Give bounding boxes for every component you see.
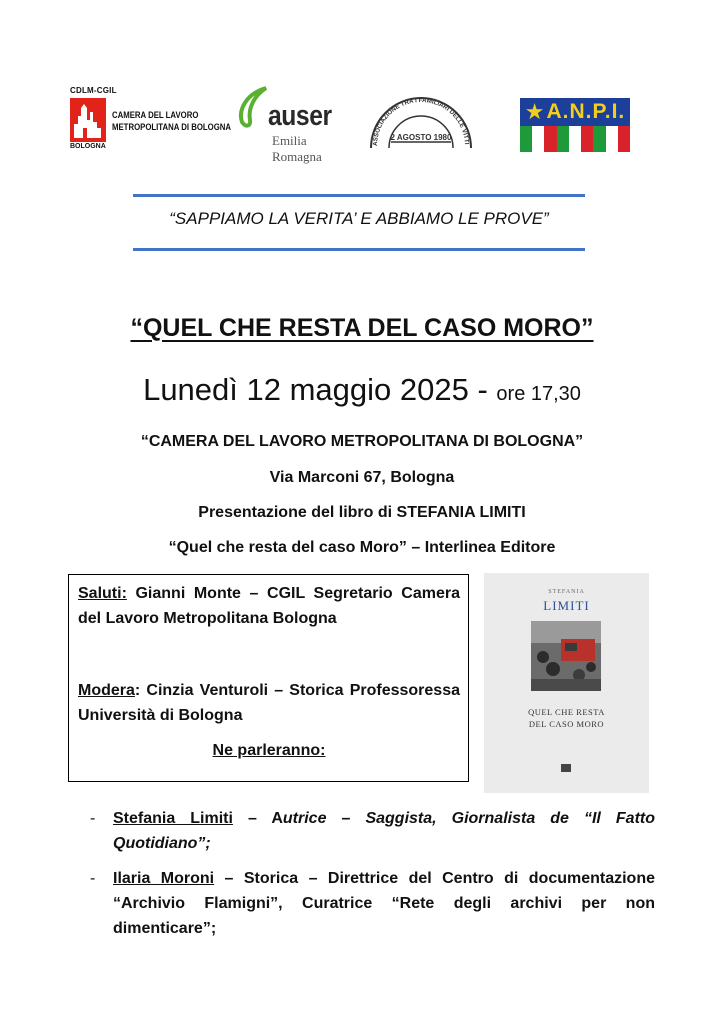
speaker-item <box>90 806 655 856</box>
cgil-logo-city: BOLOGNA <box>70 143 106 150</box>
venue: “CAMERA DEL LAVORO METROPOLITANA DI BOLOGNA” <box>140 433 584 450</box>
speaker-role-plain: – A <box>232 810 283 827</box>
page-title <box>0 314 724 343</box>
association-seal-ring-text: ASSOCIAZIONE TRA I FAMILIARI DELLE VITTI <box>371 96 470 147</box>
ne-parleranno <box>78 738 460 763</box>
book-cover-author-top: STEFANIA <box>548 589 585 595</box>
anpi-star-icon: ★ <box>524 99 545 124</box>
book-cover-title-line2: DEL CASO MORO <box>528 719 605 729</box>
cgil-logo-tag: CDLM-CGIL <box>70 86 117 95</box>
cgil-logo-line2: METROPOLITANA DI BOLOGNA <box>112 122 232 133</box>
saluti-paragraph <box>78 581 460 631</box>
cgil-logo <box>70 86 232 152</box>
modera-text: : Cinzia Venturoli – Storica Professoressa Università di Bologna <box>78 682 460 724</box>
speaker-role: utrice – Saggista, Giornalista de “Il Fatto Quotidiano”; <box>113 810 656 852</box>
cgil-logo-line1: CAMERA DEL LAVORO <box>112 110 199 121</box>
association-seal-date: 2 AGOSTO 1980 <box>390 133 452 142</box>
auser-logo-name: auser <box>268 100 332 132</box>
book-cover <box>484 573 649 793</box>
anpi-flag-stripes <box>520 126 630 152</box>
book-cover-author-name: LIMITI <box>543 598 590 613</box>
top-rule <box>133 194 585 197</box>
auser-swoosh-icon <box>236 86 272 132</box>
book-cover-title-line1: QUEL CHE RESTA <box>528 707 605 717</box>
slogan: “SAPPIAMO LA VERITA’ E ABBIAMO LE PROVE” <box>169 209 549 228</box>
cgil-building-icon <box>70 98 106 142</box>
publisher-logo-icon <box>561 764 571 772</box>
speaker-dash: - <box>90 870 96 887</box>
ne-parleranno-text: Ne parleranno: <box>212 742 326 759</box>
saluti-label: Saluti: <box>78 585 127 602</box>
cgil-logo-text <box>112 110 231 134</box>
speaker-name: Stefania Limiti <box>113 810 233 827</box>
program-box <box>68 574 469 782</box>
association-seal-icon <box>367 88 475 150</box>
address: Via Marconi 67, Bologna <box>269 469 455 486</box>
book-line: “Quel che resta del caso Moro” – Interlinea Editore <box>168 539 556 556</box>
anpi-logo-text: A.N.P.I. <box>546 100 626 123</box>
auser-logo <box>236 86 351 164</box>
page-title-text: “QUEL CHE RESTA DEL CASO MORO” <box>130 314 594 342</box>
speaker-role: – Storica – Direttrice del Centro di documentazione “Archivio Flamigni”, Curatrice “Rete degli archivi per non dimenticare”; <box>113 870 656 937</box>
modera-label: Modera <box>78 682 135 699</box>
speaker-item <box>90 866 655 941</box>
bottom-rule <box>133 248 585 251</box>
presentation: Presentazione del libro di STEFANIA LIMITI <box>198 504 526 521</box>
event-date <box>0 372 724 408</box>
auser-logo-region: Emilia Romagna <box>272 133 322 164</box>
saluti-text: Gianni Monte – CGIL Segretario Camera del Lavoro Metropolitana Bologna <box>78 585 460 627</box>
anpi-logo <box>520 98 630 152</box>
speaker-name: Ilaria Moroni <box>113 870 215 887</box>
modera-paragraph <box>78 678 460 728</box>
event-date-time: ore 17,30 <box>496 383 581 405</box>
association-seal-logo <box>367 88 475 150</box>
event-date-day: Lunedì 12 maggio 2025 - <box>143 372 497 407</box>
speaker-dash: - <box>90 810 96 827</box>
book-cover-photo <box>531 621 601 691</box>
